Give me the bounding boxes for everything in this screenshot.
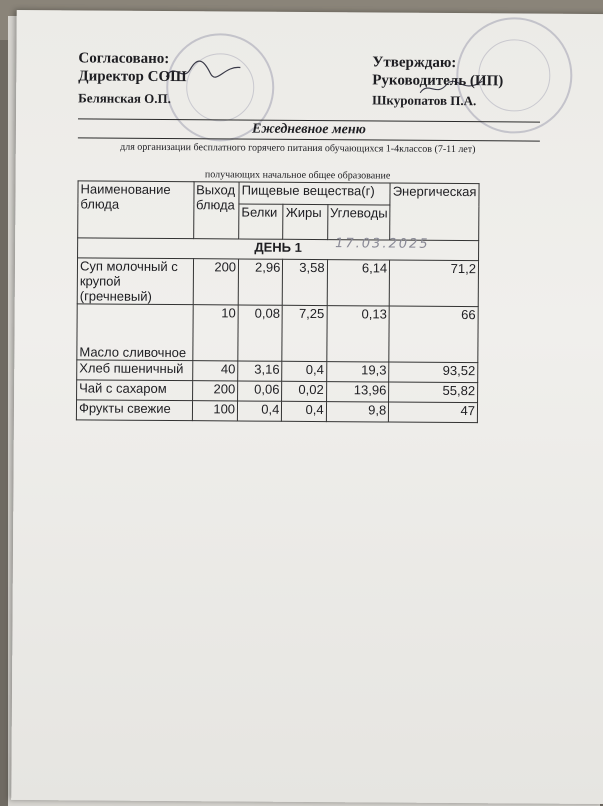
dish-name: Суп молочный с крупой (гречневый): [77, 258, 193, 305]
page-title: Ежедневное меню: [251, 121, 366, 138]
header-dish-name: Наименование блюда: [78, 181, 194, 239]
dish-proteins: 3,16: [238, 361, 282, 381]
dish-carbs: 13,96: [326, 382, 389, 402]
dish-fats: 0,02: [282, 381, 326, 401]
menu-sheet: [11, 10, 603, 804]
dish-output: 40: [192, 361, 238, 381]
approval-left-label: Согласовано:: [78, 50, 170, 68]
table-header-row: [78, 181, 479, 206]
dish-name: Хлеб пшеничный: [77, 360, 193, 381]
approval-right-name: Шкуропатов П.А.: [372, 92, 477, 109]
dish-output: 10: [192, 305, 238, 361]
dish-carbs: 6,14: [327, 260, 390, 306]
dish-carbs: 19,3: [326, 362, 389, 382]
subtitle-2: получающих начальное общее образование: [204, 169, 391, 182]
dish-proteins: 0,4: [237, 401, 281, 421]
handwritten-date: 17.03.2025: [335, 236, 430, 252]
dish-output: 200: [192, 381, 238, 401]
dish-name: Масло сливочное: [77, 304, 193, 361]
table-row: [77, 380, 478, 403]
approval-left-position: Директор СОШ: [78, 68, 187, 86]
header-proteins: Белки: [239, 204, 284, 239]
dish-fats: 7,25: [282, 305, 327, 361]
approval-right-label: Утверждаю:: [372, 54, 457, 72]
table-row: [77, 304, 478, 363]
table-row: [77, 360, 478, 383]
header-fats: Жиры: [283, 205, 328, 240]
header-nutrients: Пищевые вещества(г): [239, 182, 390, 205]
dish-proteins: 0,06: [238, 381, 282, 401]
dish-fats: 0,4: [282, 361, 326, 381]
day-label: ДЕНЬ 1: [78, 238, 479, 261]
table-row: [77, 258, 478, 307]
title-box: [78, 118, 540, 141]
header-carbs: Углеводы: [327, 205, 390, 240]
dish-output: 100: [192, 401, 238, 421]
menu-table: [76, 180, 480, 423]
approval-left-name: Белянская О.П.: [78, 90, 171, 107]
dish-fats: 3,58: [283, 259, 328, 305]
dish-name: Фрукты свежие: [76, 400, 192, 421]
header-energy: Энергическая: [390, 183, 479, 241]
dish-proteins: 2,96: [238, 259, 283, 305]
header-output: Выход блюда: [193, 182, 239, 239]
dish-energy: 93,52: [389, 362, 478, 383]
table-row: [76, 400, 477, 423]
dish-output: 200: [193, 259, 239, 305]
dish-fats: 0,4: [282, 401, 326, 421]
dish-carbs: 0,13: [326, 306, 389, 362]
dish-energy: 55,82: [389, 382, 478, 403]
approval-right-position: Руководитель (ИП): [372, 72, 504, 90]
dish-energy: 47: [389, 402, 478, 423]
subtitle: для организации бесплатного горячего питания обучающихся 1-4классов (7-11 лет): [120, 141, 476, 156]
dish-carbs: 9,8: [326, 402, 389, 422]
dish-name: Чай с сахаром: [77, 380, 193, 401]
dish-energy: 66: [389, 306, 478, 363]
dish-proteins: 0,08: [238, 305, 283, 361]
dish-energy: 71,2: [389, 260, 478, 307]
